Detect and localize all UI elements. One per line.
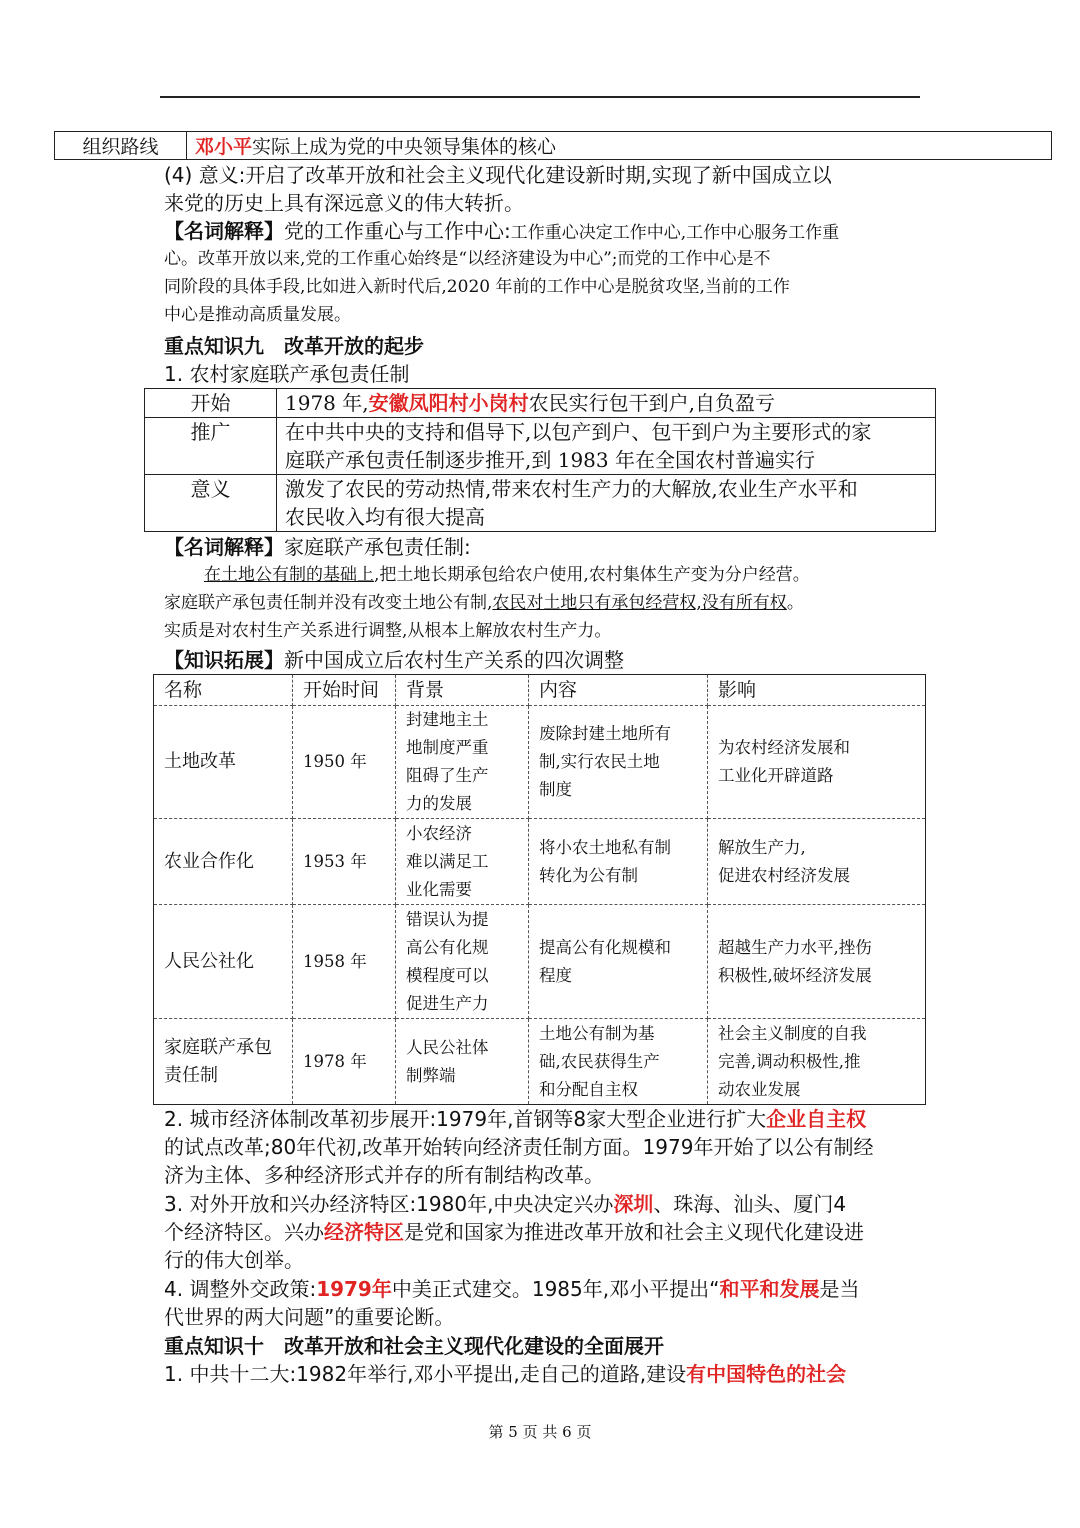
term1-heading: 【名词解释】党的工作重心与工作中心:工作重心决定工作中心,工作中心服务工作重	[164, 219, 840, 243]
section10-title: 重点知识十 改革开放和社会主义现代化建设的全面展开	[164, 1334, 664, 1358]
table-row: 意义 激发了农民的劳动热情,带来农村生产力的大解放,农业生产水平和 农民收入均有很大提高	[145, 475, 936, 532]
term2-line-3: 实质是对农村生产关系进行调整,从根本上解放农村生产力。	[164, 621, 612, 641]
table-row: 推广 在中共中央的支持和倡导下,以包产到户、包干到户为主要形式的家 庭联产承包责任制逐步推开,到 1983 年在全国农村普遍实行	[145, 418, 936, 475]
term2-line-1: 在土地公有制的基础上,把土地长期承包给农户使用,农村集体生产变为分户经营。	[204, 565, 810, 585]
item2-line-1: 2. 城市经济体制改革初步展开:1979年,首钢等8家大型企业进行扩大企业自主权	[164, 1107, 867, 1131]
item4-line-2: 代世界的两大问题”的重要论断。	[164, 1305, 455, 1329]
table-row: 人民公社化 1958 年 错误认为提 高公有化规 模程度可以 促进生产力 提高公有化规模和 程度 超越生产力水平,挫伤 积极性,破坏经济发展	[154, 905, 926, 1019]
significance-line-1: (4) 意义:开启了改革开放和社会主义现代化建设新时期,实现了新中国成立以	[164, 163, 832, 187]
section10-item1: 1. 中共十二大:1982年举行,邓小平提出,走自己的道路,建设有中国特色的社会	[164, 1362, 847, 1386]
table-row: 农业合作化 1953 年 小农经济 难以满足工 业化需要 将小农土地私有制 转化为公有制 解放生产力, 促进农村经济发展	[154, 819, 926, 905]
item4-line-1: 4. 调整外交政策:1979年中美正式建交。1985年,邓小平提出“和平和发展是当	[164, 1277, 860, 1301]
org-route-label: 组织路线	[55, 132, 187, 160]
table-row: 家庭联产承包 责任制 1978 年 人民公社体 制弊端 土地公有制为基 础,农民获得生产 和分配自主权 社会主义制度的自我 完善,调动积极性,推 动农业发展	[154, 1019, 926, 1105]
header-rule	[160, 96, 920, 98]
item2-line-3: 济为主体、多种经济形式并存的所有制结构改革。	[164, 1163, 604, 1187]
section9-title: 重点知识九 改革开放的起步	[164, 334, 424, 358]
section9-item1: 1. 农村家庭联产承包责任制	[164, 362, 410, 386]
table-row: 土地改革 1950 年 封建地主土 地制度严重 阻碍了生产 力的发展 废除封建土地所有 制,实行农民土地 制度 为农村经济发展和 工业化开辟道路	[154, 706, 926, 819]
item3-line-3: 行的伟大创举。	[164, 1248, 304, 1272]
table-row: 开始 1978 年,安徽凤阳村小岗村农民实行包干到户,自负盈亏	[145, 389, 936, 418]
significance-line-2: 来党的历史上具有深远意义的伟大转折。	[164, 191, 524, 215]
table-header-row: 名称 开始时间 背景 内容 影响	[154, 675, 926, 706]
item3-line-1: 3. 对外开放和兴办经济特区:1980年,中央决定兴办深圳、珠海、汕头、厦门4	[164, 1192, 847, 1216]
term2-heading: 【名词解释】家庭联产承包责任制:	[164, 535, 471, 559]
expansion-heading: 【知识拓展】新中国成立后农村生产关系的四次调整	[164, 648, 624, 672]
item2-line-2: 的试点改革;80年代初,改革开始转向经济责任制方面。1979年开始了以公有制经	[164, 1135, 874, 1159]
org-route-content: 邓小平实际上成为党的中央领导集体的核心	[187, 132, 1052, 160]
rural-reform-table	[144, 388, 936, 532]
term1-line-2: 心。改革开放以来,党的工作重心始终是“以经济建设为中心”;而党的工作中心是不	[164, 249, 771, 269]
page-footer: 第 5 页 共 6 页	[488, 1423, 592, 1441]
term1-line-4: 中心是推动高质量发展。	[164, 305, 351, 325]
item3-line-2: 个经济特区。兴办经济特区是党和国家为推进改革开放和社会主义现代化建设进	[164, 1220, 864, 1244]
org-route-table	[54, 131, 1052, 160]
term1-line-3: 同阶段的具体手段,比如进入新时代后,2020 年前的工作中心是脱贫攻坚,当前的工作	[164, 277, 790, 297]
rural-adjustments-table	[153, 674, 926, 1105]
term2-line-2: 家庭联产承包责任制并没有改变土地公有制,农民对土地只有承包经营权,没有所有权。	[164, 593, 804, 613]
